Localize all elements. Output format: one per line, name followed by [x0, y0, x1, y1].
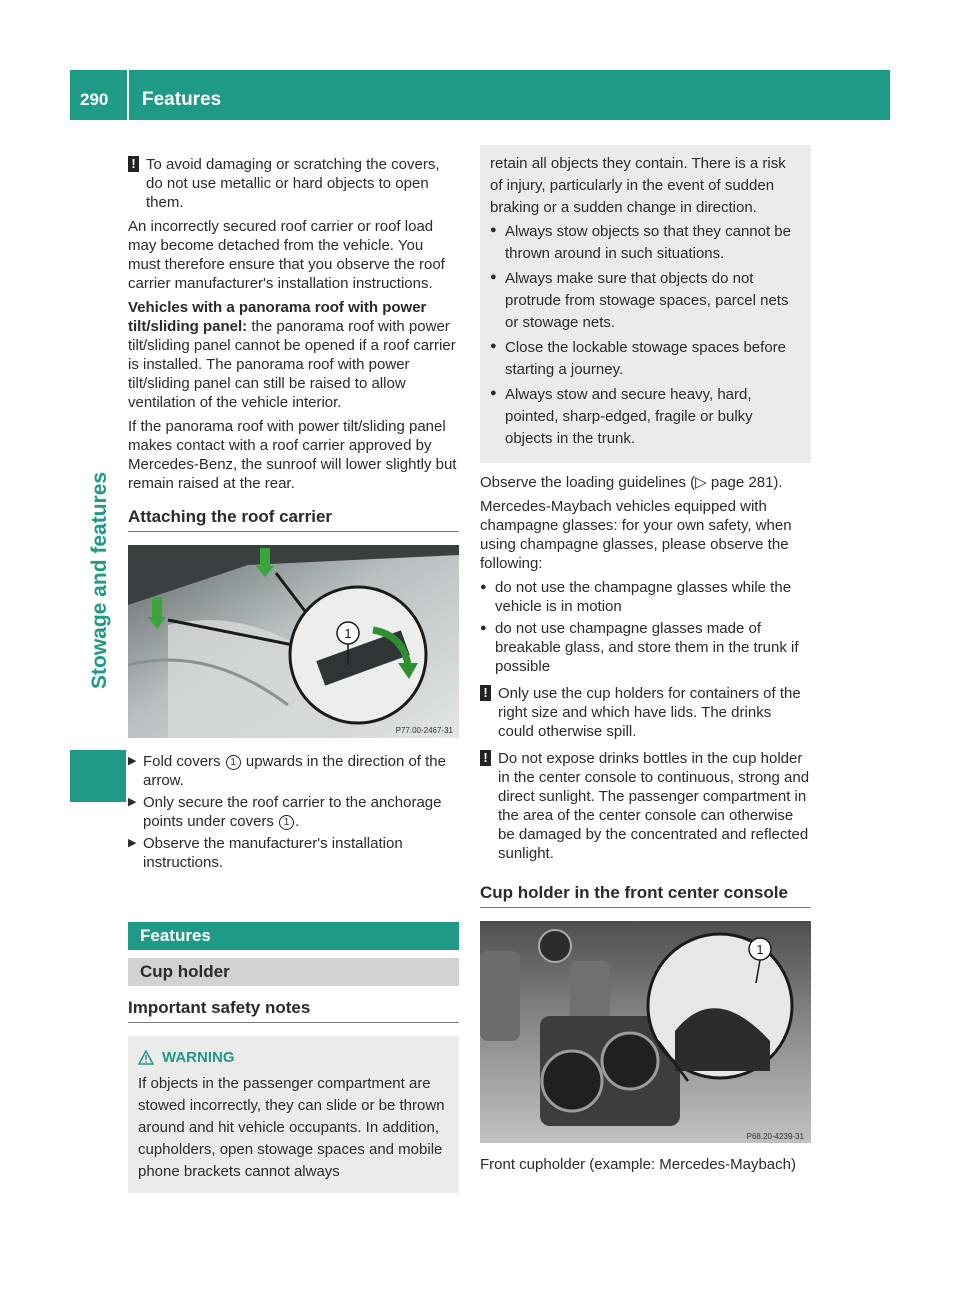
cup-holder-section-bar: Cup holder [128, 958, 459, 986]
features-section-bar: Features [128, 922, 459, 950]
sidebar-chapter-marker [70, 750, 126, 802]
loading-guidelines-paragraph: Observe the loading guidelines (▷ page 281). [480, 474, 783, 491]
warning-bullet: ● Close the lockable stowage spaces before starting a journey. [490, 339, 787, 378]
sunroof-paragraph: If the panorama roof with power tilt/sliding panel makes contact with a roof carrier approved by Mercedes-Benz, the sunroof will lower slightly but remain raised at the rear. [128, 418, 457, 492]
section-title: Features [142, 89, 222, 110]
maybach-paragraph: Mercedes-Maybach vehicles equipped with champagne glasses: for your own safety, when using champagne glasses, please observe the following: [480, 498, 792, 572]
heading-attaching-roof-carrier: Attaching the roof carrier [128, 507, 459, 532]
callout-1-label: 1 [344, 626, 352, 641]
panorama-paragraph: Vehicles with a panorama roof with power tilt/sliding panel: the panorama roof with power tilt/sliding panel cannot be opened if a roof carrier is installed. The panorama roof with power tilt/sliding panel can still be raised to allow ventilation of the vehicle interior. [128, 299, 456, 411]
warning-bullet: ● Always stow objects so that they cannot be thrown around in such situations. [490, 223, 791, 262]
page-number: 290 [80, 90, 109, 109]
warning-text-continued: retain all objects they contain. There is a risk of injury, particularly in the event of sudden braking or a sudden change in direction. [490, 155, 786, 216]
step-observe-instructions: ▶ Observe the manufacturer's installation instructions. [128, 835, 403, 871]
cupholder-image [480, 921, 811, 1143]
callout-1-label: 1 [756, 942, 764, 957]
exclamation-icon: ! [128, 156, 139, 172]
exclamation-icon: ! [480, 750, 491, 766]
page-ref-link[interactable]: page 281). [706, 474, 783, 491]
page-header [70, 70, 890, 120]
damage-note: ! To avoid damaging or scratching the covers, do not use metallic or hard objects to open them. [128, 155, 459, 212]
warning-title: WARNING [138, 1048, 449, 1067]
left-column [128, 155, 459, 1193]
warning-box [128, 1036, 459, 1193]
warning-triangle-icon [138, 1050, 154, 1065]
cupholder-illustration [480, 921, 811, 1143]
header-divider [127, 70, 129, 120]
sunlight-note: ! Do not expose drinks bottles in the cup holder in the center console to continuous, strong and direct sunlight. The passenger compartment in the area of the center console can otherwise be damaged by the concentrated and reflected sunlight. [480, 749, 811, 863]
step-arrow-icon: ▶ [128, 796, 137, 808]
heading-important-safety-notes: Important safety notes [128, 998, 459, 1023]
callout-1-icon: 1 [279, 815, 294, 830]
roof-carrier-illustration [128, 545, 459, 738]
list-item: ● do not use champagne glasses made of breakable glass, and store them in the trunk if possible [480, 620, 799, 675]
right-column [480, 155, 811, 1179]
callout-1-icon: 1 [226, 755, 241, 770]
sidebar-chapter-label: Stowage and features [88, 471, 111, 689]
list-item: ● do not use the champagne glasses while the vehicle is in motion [480, 579, 792, 615]
warning-bullets [490, 221, 801, 450]
exclamation-icon: ! [480, 685, 491, 701]
warning-text: If objects in the passenger compartment are stowed incorrectly, they can slide or be thrown around and hit vehicle occupants. In addition, cupholders, open stowage spaces and mobile phone brackets cannot always [138, 1075, 445, 1180]
step-arrow-icon: ▶ [128, 837, 137, 849]
page-ref-arrow-icon: ▷ [695, 474, 707, 491]
heading-cup-holder-front-console: Cup holder in the front center console [480, 883, 811, 908]
cupholder-caption: Front cupholder (example: Mercedes-Maybach) [480, 1156, 796, 1173]
step-secure-carrier: ▶ Only secure the roof carrier to the anchorage points under covers 1 . [128, 794, 442, 830]
roof-carrier-image [128, 545, 459, 738]
cup-size-note: ! Only use the cup holders for containers of the right size and which have lids. The drinks could otherwise spill. [480, 684, 811, 741]
warning-box-continued [480, 145, 811, 463]
roof-load-paragraph: An incorrectly secured roof carrier or roof load may become detached from the vehicle. You must therefore ensure that you observe the roof carrier manufacturer's installation instructions. [128, 218, 445, 292]
step-fold-covers: ▶ Fold covers 1 upwards in the direction of the arrow. [128, 753, 446, 789]
warning-bullet: ● Always make sure that objects do not protrude from stowage spaces, parcel nets or stowage nets. [490, 270, 789, 331]
step-arrow-icon: ▶ [128, 755, 137, 767]
image-code-1: P77.00-2467-31 [395, 726, 453, 735]
warning-bullet: ● Always stow and secure heavy, hard, pointed, sharp-edged, fragile or bulky objects in the trunk. [490, 386, 753, 447]
image-code-2: P68.20-4239-31 [746, 1132, 804, 1141]
